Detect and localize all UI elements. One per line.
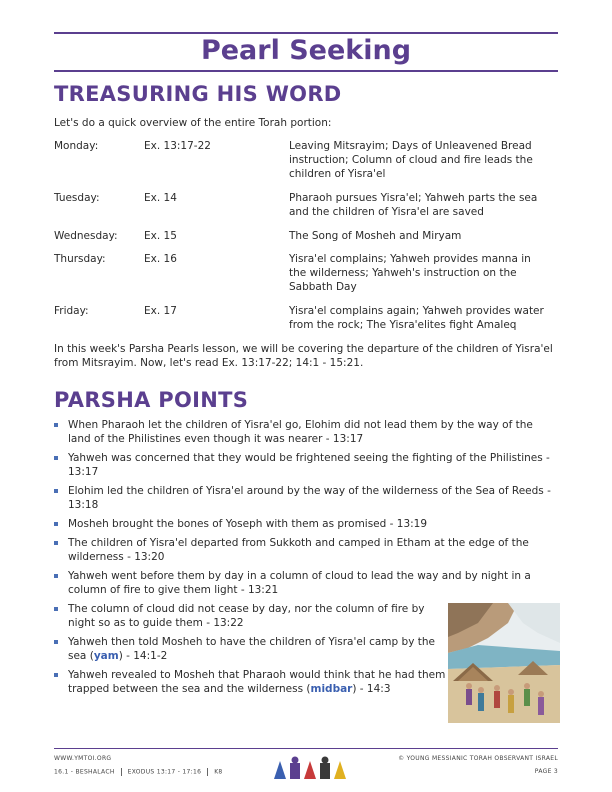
point-text: Yahweh then told Mosheh to have the children of Yisra'el camp by the sea (: [68, 636, 435, 662]
footer-lesson-info: [54, 768, 223, 776]
list-item: [54, 418, 554, 446]
bullet-icon: [54, 673, 58, 677]
red-sea-camp-illustration: [448, 603, 560, 723]
schedule-day: Monday:: [54, 140, 99, 152]
schedule-desc: The Song of Mosheh and Miryam: [289, 230, 462, 242]
bullet-icon: [54, 607, 58, 611]
bullet-icon: [54, 489, 58, 493]
schedule-ref: Ex. 15: [144, 230, 177, 242]
list-item: [54, 517, 554, 531]
point-text: ) - 14:3: [352, 683, 391, 695]
title-underline: [54, 70, 558, 72]
schedule-ref: Ex. 14: [144, 192, 177, 204]
footer-copyright: © YOUNG MESSIANIC TORAH OBSERVANT ISRAEL: [398, 755, 558, 762]
schedule-desc: Yisra'el complains; Yahweh provides manna in the wilderness; Yahweh's instruction on the Sabbath Day: [289, 253, 531, 293]
footer-grade: K8: [214, 768, 223, 776]
footer-website: WWW.YMTOI.ORG: [54, 755, 112, 762]
schedule-desc: Leaving Mitsrayim; Days of Unleavened Bread instruction; Column of cloud and fire leads the children of Yisra'el: [289, 140, 533, 180]
bullet-icon: [54, 456, 58, 460]
schedule-ref: Ex. 17: [144, 305, 177, 317]
point-text: ) - 14:1-2: [118, 650, 168, 662]
list-item: [54, 602, 453, 630]
schedule-desc: Pharaoh pursues Yisra'el; Yahweh parts the sea and the children of Yisra'el are saved: [289, 192, 538, 218]
bullet-icon: [54, 522, 58, 526]
ymtoi-logo: [268, 755, 348, 781]
footer-rule: [54, 748, 558, 749]
page-title: Pearl Seeking: [200, 35, 412, 66]
schedule-ref: Ex. 13:17-22: [144, 140, 211, 152]
list-item: [54, 484, 554, 512]
list-item: [54, 451, 554, 479]
footer-lesson: 16.1 - BESHALACH: [54, 768, 115, 776]
footer-reference: EXODUS 13:17 - 17:16: [127, 768, 202, 776]
bullet-icon: [54, 574, 58, 578]
schedule-day: Thursday:: [54, 253, 106, 265]
point-text: When Pharaoh let the children of Yisra'el go, Elohim did not lead them by the way of the land of the Philistines even though it was nearer - 13:17: [68, 419, 533, 445]
bullet-icon: [54, 640, 58, 644]
top-rule: [54, 32, 558, 34]
list-item: [54, 635, 453, 663]
schedule-ref: Ex. 16: [144, 253, 177, 265]
schedule-day: Friday:: [54, 305, 89, 317]
section-heading-treasuring: TREASURING HIS WORD: [54, 82, 342, 106]
point-text: Yahweh was concerned that they would be frightened seeing the fighting of the Philistines - 13:17: [68, 452, 550, 478]
point-text: The column of cloud did not cease by day, nor the column of fire by night so as to guide them - 13:22: [68, 603, 425, 629]
point-text: Elohim led the children of Yisra'el around by the way of the wilderness of the Sea of Reeds - 13:18: [68, 485, 551, 511]
point-text: Yahweh revealed to Mosheh that Pharaoh would think that he had them trapped between the sea and the wilderness (: [68, 669, 446, 695]
schedule-desc: Yisra'el complains again; Yahweh provides water from the rock; The Yisra'elites fight Amaleq: [289, 305, 544, 331]
closing-text: In this week's Parsha Pearls lesson, we will be covering the departure of the children of Yisra'el from Mitsrayim. Now, let's read Ex. 13:17-22; 14:1 - 15:21.: [54, 343, 553, 369]
point-text: The children of Yisra'el departed from Sukkoth and camped in Etham at the edge of the wilderness - 13:20: [68, 537, 529, 563]
hebrew-term-midbar: midbar: [310, 683, 353, 695]
schedule-day: Tuesday:: [54, 192, 100, 204]
schedule-day: Wednesday:: [54, 230, 118, 242]
intro-text: Let's do a quick overview of the entire Torah portion:: [54, 117, 332, 129]
list-item: [54, 536, 554, 564]
bullet-icon: [54, 423, 58, 427]
section-heading-parsha-points: PARSHA POINTS: [54, 388, 249, 412]
footer-separator: [207, 768, 208, 776]
point-text: Mosheh brought the bones of Yoseph with them as promised - 13:19: [68, 518, 428, 530]
footer-separator: [121, 768, 122, 776]
footer-page-number: PAGE 3: [534, 768, 558, 775]
list-item: [54, 668, 453, 696]
list-item: [54, 569, 554, 597]
bullet-icon: [54, 541, 58, 545]
hebrew-term-yam: yam: [93, 650, 119, 662]
point-text: Yahweh went before them by day in a column of cloud to lead the way and by night in a column of fire to give them light - 13:21: [68, 570, 531, 596]
